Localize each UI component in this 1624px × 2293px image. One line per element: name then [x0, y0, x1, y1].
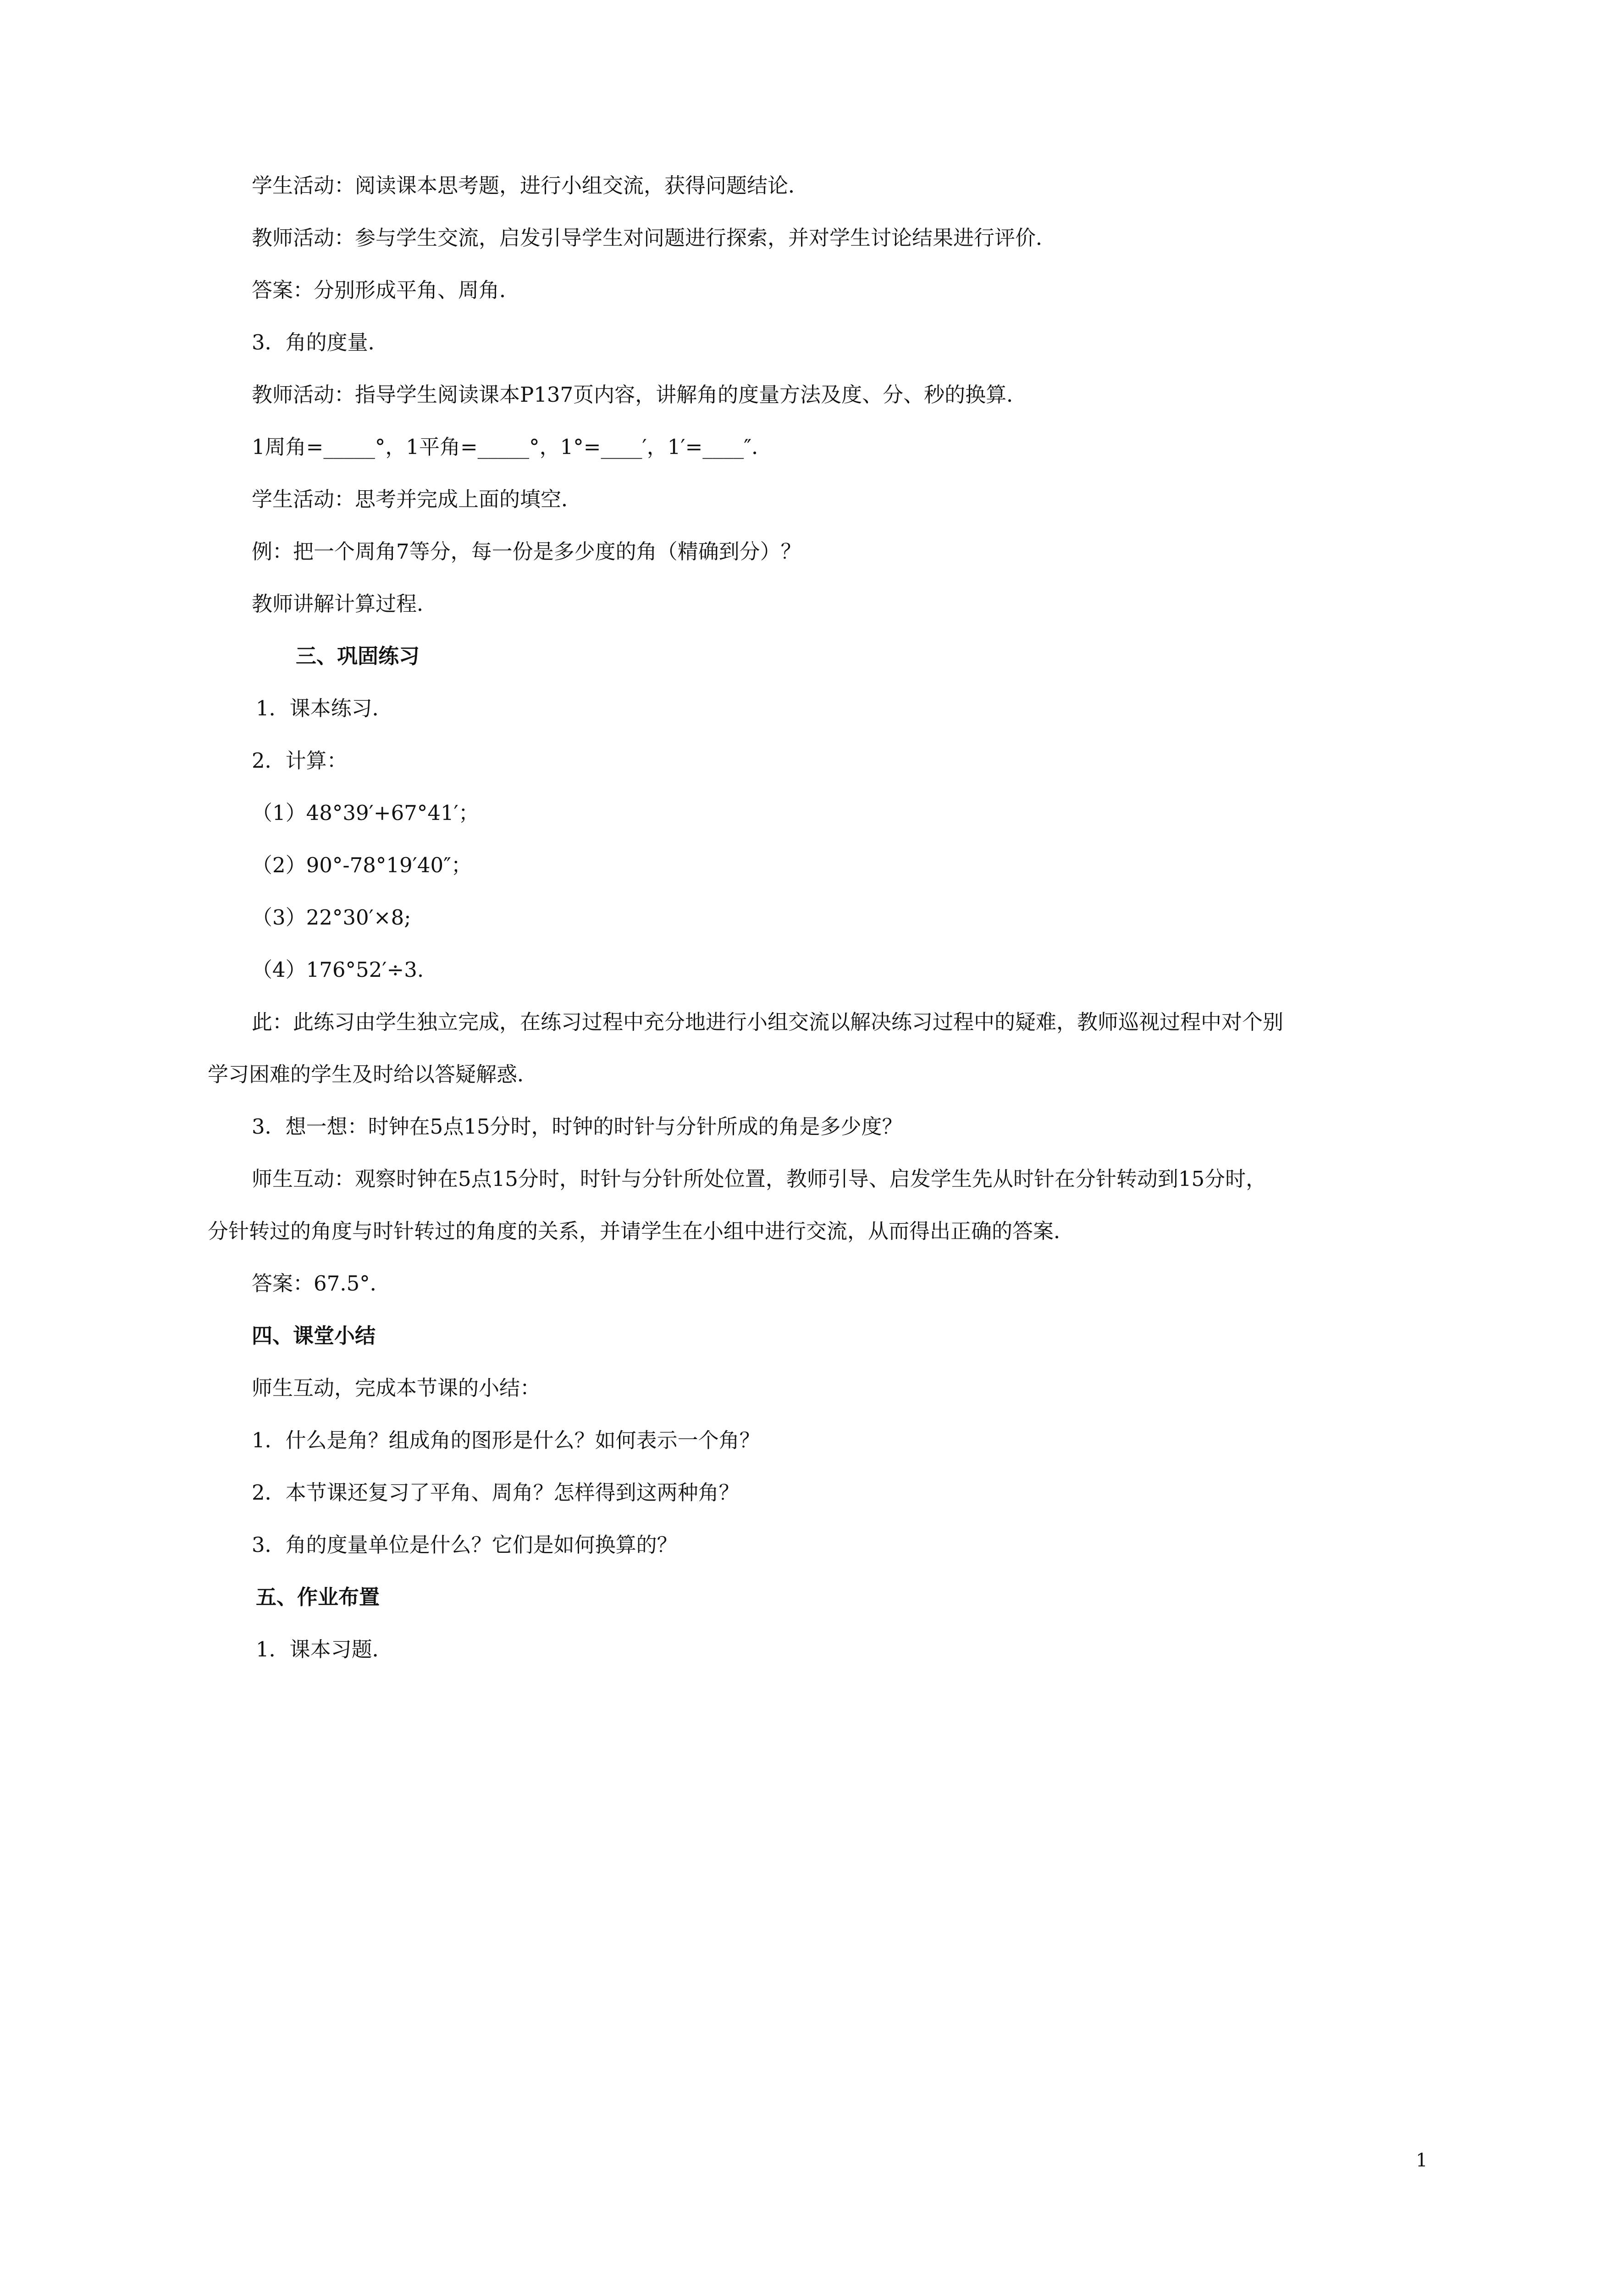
paragraph-line: 此：此练习由学生独立完成，在练习过程中充分地进行小组交流以解决练习过程中的疑难，教师巡视过程中对个别	[252, 1010, 1284, 1034]
text-line: 答案：67.5°．	[252, 1271, 391, 1296]
text-line: 师生互动，完成本节课的小结：	[252, 1376, 541, 1400]
example-line: 例：把一个周角7等分，每一份是多少度的角（精确到分）？	[252, 539, 801, 564]
text-line: 答案：分别形成平角、周角．	[252, 278, 520, 302]
fill-in-line: 1周角=_____°，1平角=_____°，1°=____′，1′=____″．	[252, 435, 773, 459]
text-line: 教师活动：参与学生交流，启发引导学生对问题进行探索，并对学生讨论结果进行评价．	[252, 226, 1057, 250]
section-heading: 3．角的度量．	[252, 330, 389, 354]
text-line: 教师活动：指导学生阅读课本P137页内容，讲解角的度量方法及度、分、秒的换算．	[252, 382, 1027, 407]
list-item: 3．想一想：时钟在5点15分时，时钟的时针与分针所成的角是多少度？	[252, 1114, 903, 1139]
paragraph-line: 师生互动：观察时钟在5点15分时，时针与分针所处位置，教师引导、启发学生先从时针在分针转动到15分时，	[252, 1167, 1267, 1191]
list-item: 2．计算：	[252, 748, 348, 773]
list-item: 3．角的度量单位是什么？它们是如何换算的？	[252, 1533, 678, 1557]
list-item: （1）48°39′+67°41′；	[252, 801, 479, 825]
list-item: 2．本节课还复习了平角、周角？怎样得到这两种角？	[252, 1480, 740, 1505]
list-item: 1．什么是角？组成角的图形是什么？如何表示一个角？	[252, 1428, 760, 1452]
list-item: （4）176°52′÷3.	[252, 958, 424, 982]
text-line: 学生活动：阅读课本思考题，进行小组交流，获得问题结论．	[252, 173, 809, 198]
page-number: 1	[1416, 2150, 1428, 2171]
text-line: 教师讲解计算过程．	[252, 592, 438, 616]
list-item: 1．课本练习．	[256, 696, 393, 720]
paragraph-line: 学习困难的学生及时给以答疑解惑．	[208, 1062, 538, 1086]
section-heading: 五、作业布置	[256, 1585, 380, 1609]
section-heading: 三、巩固练习	[296, 644, 420, 668]
section-heading: 四、课堂小结	[252, 1324, 376, 1348]
list-item: （2）90°-78°19′40″；	[252, 853, 472, 877]
text-line: 学生活动：思考并完成上面的填空．	[252, 487, 582, 511]
list-item: （3）22°30′×8;	[252, 905, 411, 930]
paragraph-line: 分针转过的角度与时针转过的角度的关系，并请学生在小组中进行交流，从而得出正确的答案．	[208, 1219, 1075, 1243]
list-item: 1．课本习题．	[256, 1637, 393, 1662]
